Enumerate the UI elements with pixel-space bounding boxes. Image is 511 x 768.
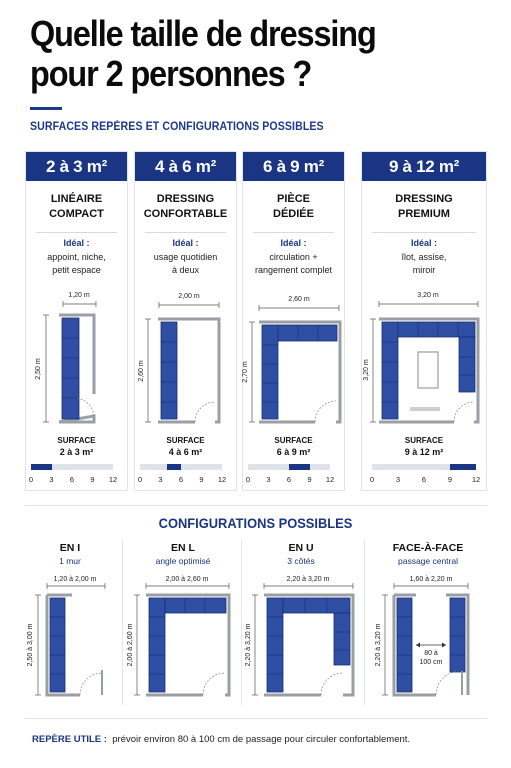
ideal-label: Idéal : [63, 238, 90, 248]
scale-tick: 6 [178, 475, 184, 484]
scale-tick: 12 [471, 475, 481, 484]
ideal-text [247, 251, 340, 276]
door-swing-icon [436, 671, 460, 695]
scale-tick: 0 [245, 475, 251, 484]
useful-tip [32, 734, 410, 745]
card-name [135, 192, 236, 222]
wardrobe-module-left [267, 598, 283, 692]
floor-plan-comfortable [135, 282, 238, 432]
card-divider [253, 232, 334, 233]
scale-tick: 3 [158, 475, 163, 484]
card-name-line-2: DÉDIÉE [273, 208, 314, 220]
config-subtitle: 3 côtés [287, 556, 315, 566]
size-card-1 [25, 151, 128, 491]
card-name [26, 192, 127, 222]
config-name: FACE-À-FACE [392, 542, 464, 554]
tip-label: REPÈRE UTILE : [32, 734, 107, 745]
card-name-line-1: LINÉAIRE [50, 193, 103, 205]
title-accent-rule [30, 107, 62, 110]
passage-dimension-line-2: 100 cm [419, 659, 443, 666]
config-face-a-face [366, 540, 490, 710]
width-dimension: 1,20 à 2,00 m [53, 576, 97, 583]
page-title [30, 14, 453, 94]
surface-label: SURFACE [274, 436, 313, 445]
size-card-4 [361, 151, 487, 491]
scale-tick: 6 [69, 475, 75, 484]
scale-tick: 9 [199, 475, 204, 484]
wardrobe-module [161, 322, 177, 419]
card-range: 2 à 3 m² [26, 152, 127, 181]
card-name [362, 192, 486, 222]
title-line-2: pour 2 personnes ? [30, 53, 312, 94]
door-swing-icon [195, 402, 215, 422]
config-name: EN I [59, 542, 81, 554]
size-card-3 [242, 151, 345, 491]
config-separator [364, 540, 365, 705]
ideal-label: Idéal : [410, 238, 437, 248]
card-name-line-2: PREMIUM [398, 208, 450, 220]
surface-scale-fill [31, 464, 52, 470]
island-icon [418, 352, 438, 388]
scale-tick: 12 [325, 475, 335, 484]
wardrobe-module [50, 598, 65, 692]
scale-tick: 0 [28, 475, 34, 484]
configurations-title: CONFIGURATIONS POSSIBLES [158, 515, 353, 531]
config-subtitle: angle optimisé [155, 556, 211, 566]
config-en-l [125, 540, 241, 710]
surface-scale-bar [31, 464, 113, 470]
card-divider [36, 232, 117, 233]
height-dimension: 2,50 à 3,00 m [27, 623, 34, 667]
wardrobe-module-left [397, 598, 412, 692]
wardrobe-module-right [334, 613, 350, 665]
ideal-label: Idéal : [172, 238, 199, 248]
ideal-line-1: usage quotidien [153, 252, 218, 262]
ideal-text [139, 251, 232, 276]
door-swing-icon [315, 401, 336, 422]
tip-text: prévoir environ 80 à 100 cm de passage pour circuler confortablement. [112, 734, 411, 745]
ideal-line-1: îlot, assise, [401, 252, 447, 262]
card-range: 4 à 6 m² [135, 152, 236, 181]
surface-scale-ticks [362, 475, 486, 485]
card-name-line-2: COMPACT [49, 208, 104, 220]
surface-value: 2 à 3 m² [59, 447, 94, 457]
config-plan-face-a-face [366, 570, 490, 705]
subtitle: SURFACES REPÈRES ET CONFIGURATIONS POSSIBLES [30, 121, 324, 133]
door-swing-icon [321, 673, 343, 695]
card-range: 9 à 12 m² [362, 152, 486, 181]
door-swing-icon [454, 402, 474, 422]
config-subtitle: passage central [397, 556, 458, 566]
ideal-line-1: circulation + [269, 252, 318, 262]
card-range: 6 à 9 m² [243, 152, 344, 181]
wardrobe-module [62, 318, 79, 419]
ideal-line-1: appoint, niche, [47, 252, 106, 262]
wardrobe-module-left [149, 598, 165, 692]
config-en-i [12, 540, 128, 710]
surface-value: 4 à 6 m² [168, 447, 203, 457]
scale-tick: 9 [307, 475, 312, 484]
config-plan-l [125, 570, 241, 705]
scale-tick: 9 [90, 475, 95, 484]
wardrobe-module-top [278, 325, 337, 341]
height-dimension: 2,20 à 3,20 m [245, 623, 252, 667]
width-dimension: 1,20 m [68, 292, 90, 299]
title-line-1: Quelle taille de dressing [30, 13, 376, 54]
surface-scale-ticks [135, 475, 236, 485]
scale-tick: 3 [266, 475, 271, 484]
surface-label: SURFACE [57, 436, 96, 445]
scale-tick: 12 [217, 475, 227, 484]
tip-divider [24, 718, 488, 719]
scale-tick: 12 [108, 475, 118, 484]
wardrobe-module-right [450, 598, 465, 672]
surface-scale-bar [248, 464, 330, 470]
scale-tick: 9 [447, 475, 453, 484]
wardrobe-module-top [398, 322, 475, 337]
wardrobe-module-right [459, 337, 475, 392]
ideal-label: Idéal : [280, 238, 307, 248]
surface-scale-fill [167, 464, 181, 470]
ideal-line-2: petit espace [52, 264, 101, 275]
door-swing-icon [80, 673, 102, 695]
height-dimension: 2,00 à 2,60 m [127, 623, 134, 667]
surface-value: 6 à 9 m² [276, 447, 311, 457]
card-name-line-1: DRESSING [395, 193, 453, 205]
scale-tick: 6 [421, 475, 427, 484]
scale-tick: 3 [49, 475, 54, 484]
config-plan-u [243, 570, 359, 705]
card-name [243, 192, 344, 222]
ideal-text [30, 251, 123, 276]
surface-scale-fill [289, 464, 310, 470]
ideal-line-2: à deux [171, 264, 200, 275]
height-dimension: 2,70 m [242, 361, 249, 383]
card-name-line-1: PIÈCE [276, 193, 310, 205]
wardrobe-module-top [283, 598, 350, 613]
config-en-u [243, 540, 359, 710]
width-dimension: 1,60 à 2,20 m [409, 576, 453, 583]
height-dimension: 2,50 m [35, 358, 42, 380]
ideal-line-2: miroir [412, 264, 436, 275]
width-dimension: 2,00 m [178, 293, 200, 300]
config-separator [241, 540, 242, 705]
height-dimension: 2,20 à 3,20 m [375, 623, 382, 667]
card-divider [372, 232, 476, 233]
scale-tick: 0 [137, 475, 143, 484]
passage-dimension-line-1: 80 à [424, 650, 438, 657]
floor-plan-premium [362, 282, 488, 432]
door-swing-icon [203, 673, 225, 695]
card-name-line-2: CONFORTABLE [143, 208, 228, 220]
wardrobe-module-top [165, 598, 226, 613]
scale-tick: 3 [395, 475, 401, 484]
surface-scale-ticks [26, 475, 127, 485]
floor-plan-dedicated-room [243, 282, 346, 432]
scale-tick: 6 [286, 475, 292, 484]
section-divider [24, 505, 488, 506]
config-name: EN U [288, 542, 314, 554]
wardrobe-module-left [262, 325, 278, 419]
surface-scale-bar [372, 464, 476, 470]
width-dimension: 2,00 à 2,60 m [165, 576, 209, 583]
width-dimension: 2,20 à 3,20 m [286, 576, 330, 583]
height-dimension: 3,20 m [363, 359, 370, 381]
width-dimension: 3,20 m [417, 292, 439, 299]
config-plan-i [12, 570, 128, 705]
surface-scale-fill [450, 464, 476, 470]
scale-tick: 0 [369, 475, 375, 484]
config-separator [122, 540, 123, 705]
surface-label: SURFACE [166, 436, 205, 445]
config-name: EN L [171, 542, 195, 554]
ideal-line-2: rangement complet [254, 264, 333, 275]
config-subtitle: 1 mur [59, 556, 81, 566]
wardrobe-module-left [382, 322, 398, 419]
surface-scale-bar [140, 464, 222, 470]
surface-label: SURFACE [404, 436, 444, 445]
ideal-text [366, 251, 482, 276]
floor-plan-linear [26, 282, 129, 432]
card-name-line-1: DRESSING [156, 193, 215, 205]
surface-scale-ticks [243, 475, 344, 485]
size-card-2 [134, 151, 237, 491]
height-dimension: 2,60 m [138, 360, 145, 382]
bench-icon [410, 407, 440, 411]
surface-value: 9 à 12 m² [404, 447, 444, 457]
width-dimension: 2,60 m [288, 296, 310, 303]
card-divider [145, 232, 226, 233]
